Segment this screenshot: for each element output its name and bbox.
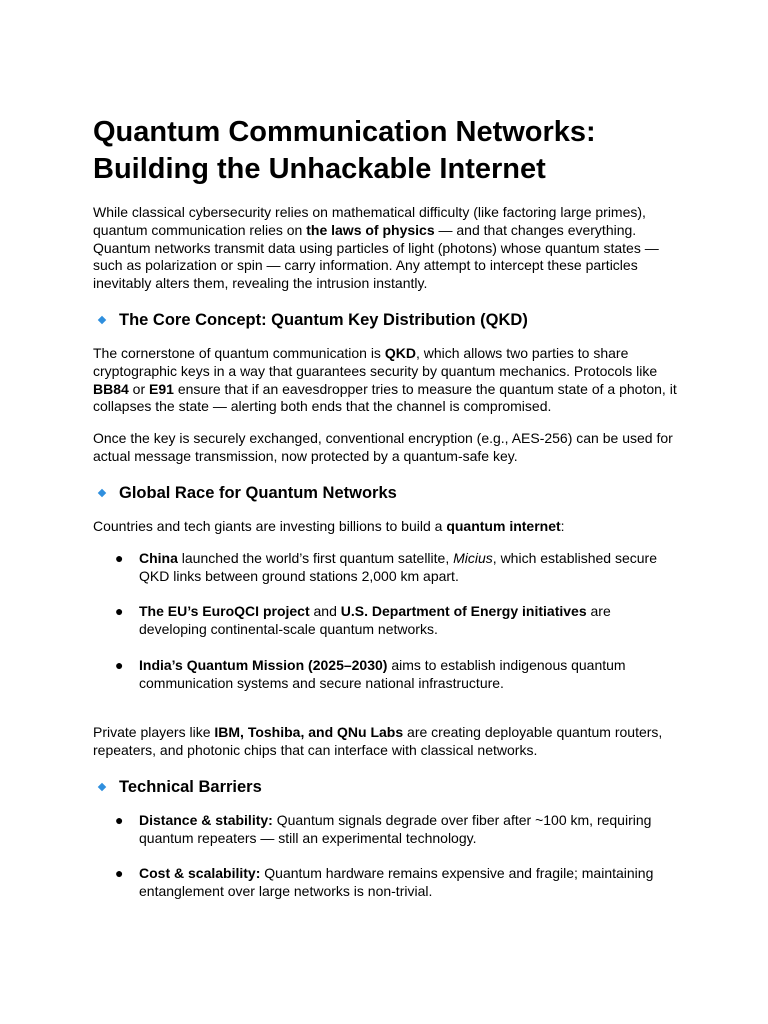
bold-text: IBM, Toshiba, and QNu Labs xyxy=(214,724,404,740)
diamond-bullet-icon xyxy=(98,316,106,324)
bold-text: U.S. Department of Energy initiatives xyxy=(340,603,587,619)
list-bullet: ● xyxy=(115,865,124,881)
section-heading-text: Global Race for Quantum Networks xyxy=(119,484,397,502)
private-players-paragraph xyxy=(93,724,683,760)
global-race-intro xyxy=(93,518,683,536)
text: Quantum signals degrade over fiber after ~100 km, requiring quantum repeaters — still an experimental technology. xyxy=(139,812,652,846)
page-title xyxy=(93,114,693,188)
bold-text: Distance & stability: xyxy=(139,812,273,828)
bold-text: QKD xyxy=(384,345,416,361)
intro-paragraph xyxy=(93,204,683,293)
text: : xyxy=(560,518,565,534)
list-item-cost xyxy=(139,865,679,901)
intro-bold: the laws of physics xyxy=(306,221,435,238)
list-item-china xyxy=(139,550,679,586)
bold-text: India’s Quantum Mission (2025–2030) xyxy=(139,657,388,673)
bold-text: quantum internet xyxy=(446,518,561,534)
intro-text-a: While classical cybersecurity relies on mathematical difficulty (like factoring large primes), quantum communication relies on xyxy=(93,204,646,238)
text: or xyxy=(128,380,150,397)
list-bullet: ● xyxy=(115,812,124,828)
section-heading-technical-barriers xyxy=(97,777,262,797)
text: and xyxy=(309,603,341,619)
diamond-bullet-icon xyxy=(98,489,106,497)
section-heading-global-race xyxy=(97,483,397,503)
bold-text: The EU’s EuroQCI project xyxy=(139,603,310,619)
intro-text-d: Quantum networks transmit data using particles of light (photons) whose quantum states — such as polarization or spin — carry information. Any attempt to intercept these particles inevitably alters them, revealing the intrusion instantly. xyxy=(93,239,659,292)
title-line-1: Quantum Communication Networks: xyxy=(93,116,596,148)
qkd-paragraph-2: Once the key is securely exchanged, conventional encryption (e.g., AES-256) can be used for actual message transmission, now protected by a quantum-safe key. xyxy=(93,430,673,464)
section-heading-text: Technical Barriers xyxy=(119,778,262,796)
text: are creating deployable quantum routers, repeaters, and photonic chips that can interface with classical networks. xyxy=(93,724,663,758)
list-item-distance xyxy=(139,812,679,848)
list-bullet: ● xyxy=(115,657,124,673)
text: The cornerstone of quantum communication is xyxy=(93,345,385,361)
section-heading-text: The Core Concept: Quantum Key Distribution (QKD) xyxy=(119,311,528,329)
bold-text: E91 xyxy=(149,380,174,397)
diamond-bullet-icon xyxy=(98,783,106,791)
text: , which established secure QKD links between ground stations 2,000 km apart. xyxy=(139,550,657,584)
list-bullet: ● xyxy=(115,550,124,566)
text: launched the world’s first quantum satellite, xyxy=(177,550,454,566)
list-item-india xyxy=(139,657,679,693)
text: ensure that if an eavesdropper tries to measure the quantum state of a photon, it collapses the state — alerting both ends that the channel is compromised. xyxy=(93,380,677,415)
intro-text-c: — and that changes everything. xyxy=(434,221,637,238)
italic-text: Micius xyxy=(453,550,493,566)
title-line-2: Building the Unhackable Internet xyxy=(93,153,546,185)
text: Quantum hardware remains expensive and fragile; maintaining entanglement over large networks is non-trivial. xyxy=(139,865,654,899)
text: aims to establish indigenous quantum communication systems and secure national infrastructure. xyxy=(139,657,626,691)
text: Private players like xyxy=(93,724,215,740)
qkd-paragraph-1 xyxy=(93,345,683,416)
text: , which allows two parties to share cryptographic keys in a way that guarantees security by quantum mechanics. Protocols like xyxy=(93,345,658,379)
text: are developing continental-scale quantum networks. xyxy=(139,603,611,637)
section-heading-qkd xyxy=(97,310,528,330)
bold-text: BB84 xyxy=(93,380,129,397)
text: Countries and tech giants are investing billions to build a xyxy=(93,518,447,534)
bold-text: Cost & scalability: xyxy=(139,865,261,881)
list-bullet: ● xyxy=(115,603,124,619)
list-item-eu-us xyxy=(139,603,679,639)
bold-text: China xyxy=(139,550,178,566)
